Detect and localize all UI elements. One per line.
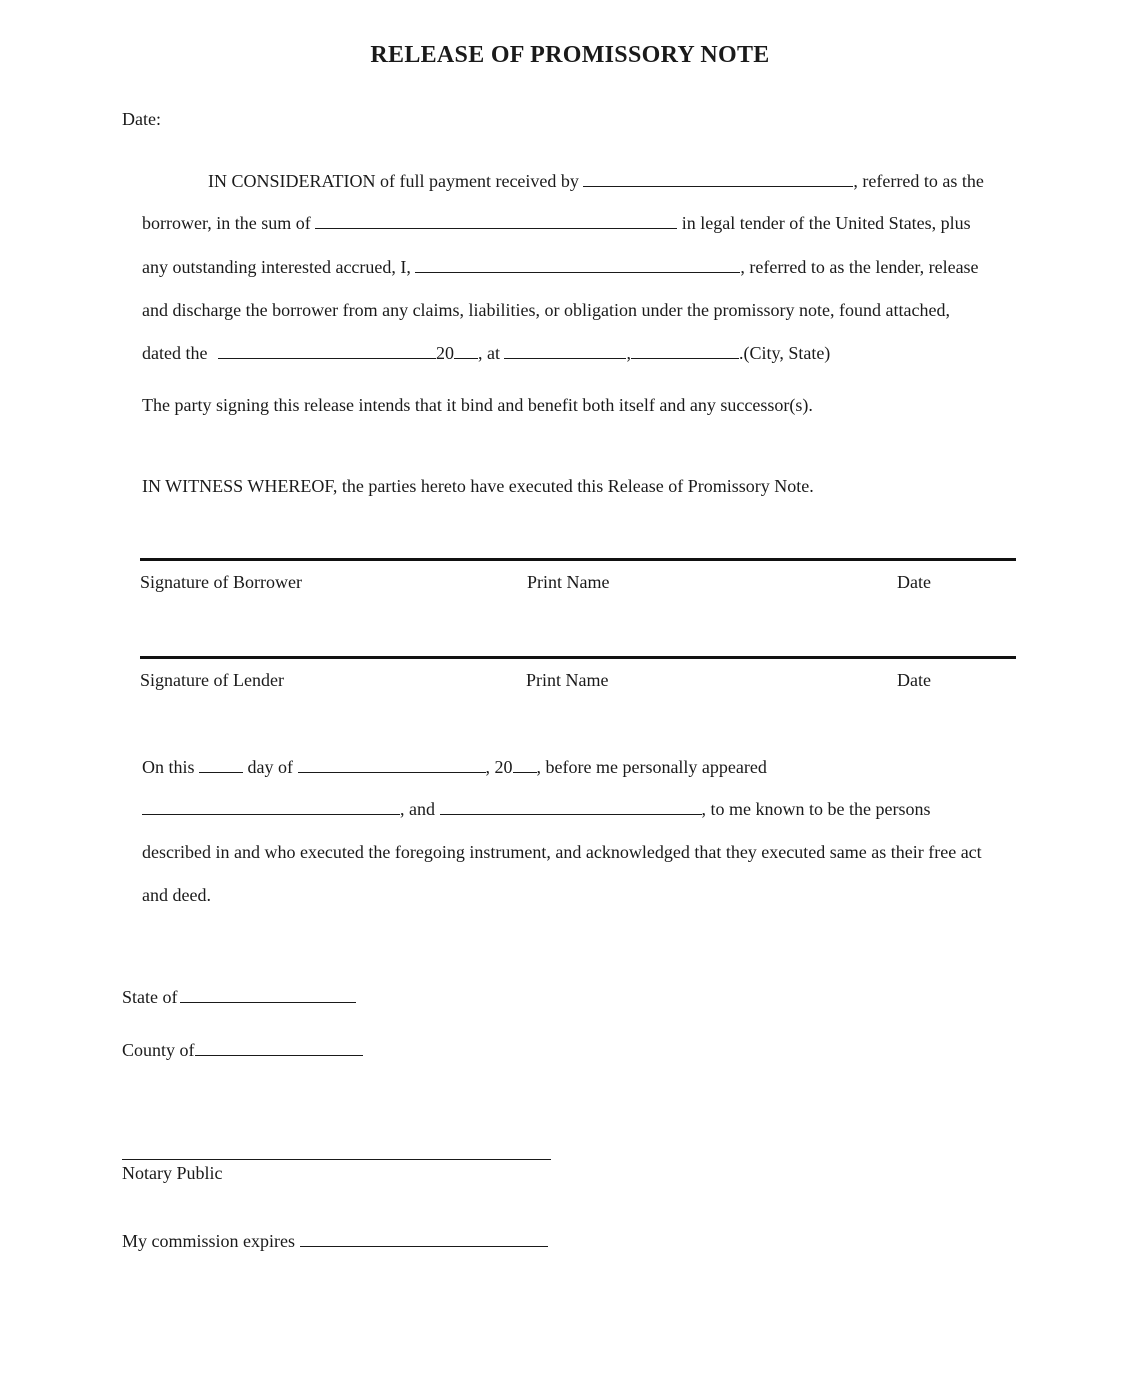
ack-year-field[interactable] (513, 756, 537, 773)
binding-clause: The party signing this release intends that it bind and benefit both itself and any successor(s). (142, 395, 813, 415)
borrower-ref-text: , referred to as the (853, 171, 984, 191)
note-year-field[interactable] (454, 342, 478, 359)
date-label: Date: (122, 109, 161, 129)
ack-month-field[interactable] (298, 756, 486, 773)
at-text: , at (477, 343, 500, 363)
city-state-text: .(City, State) (738, 343, 831, 363)
lender-signature-line[interactable] (140, 656, 1016, 659)
notary-public-label: Notary Public (122, 1163, 223, 1183)
appeared-text: , before me personally appeared (536, 757, 767, 777)
interest-text: any outstanding interested accrued, I, (142, 257, 411, 277)
sum-text: borrower, in the sum of (142, 213, 311, 233)
lender-signature-label: Signature of Lender (140, 670, 284, 690)
legal-tender-text: in legal tender of the United States, plus (681, 213, 971, 233)
county-of-label: County of (122, 1040, 195, 1060)
borrower-print-name-label: Print Name (527, 572, 610, 592)
page-title: RELEASE OF PROMISSORY NOTE (370, 42, 770, 68)
appearer-one-field[interactable] (142, 798, 400, 815)
commission-expires-field[interactable] (300, 1230, 548, 1247)
acknowledgment-line-4: and deed. (142, 885, 211, 905)
state-of-field[interactable] (180, 986, 356, 1003)
year-prefix: 20 (435, 343, 454, 363)
commission-row (122, 1230, 548, 1252)
day-of-text: day of (247, 757, 293, 777)
witness-clause: IN WITNESS WHEREOF, the parties hereto have executed this Release of Promissory Note. (142, 476, 814, 496)
appearer-two-field[interactable] (440, 798, 702, 815)
consideration-line-2 (142, 212, 971, 234)
dated-text: dated the (142, 343, 208, 363)
acknowledgment-line-3: described in and who executed the foregoing instrument, and acknowledged that they executed same as their free act (142, 842, 982, 862)
county-of-row (122, 1039, 363, 1061)
note-date-field[interactable] (218, 342, 436, 359)
consideration-line-4: and discharge the borrower from any claims, liabilities, or obligation under the promissory note, found attached, (142, 300, 950, 320)
consideration-line-1 (208, 170, 984, 192)
sum-amount-field[interactable] (315, 212, 677, 229)
county-of-field[interactable] (195, 1039, 363, 1056)
acknowledgment-line-1 (142, 756, 767, 778)
commission-expires-label: My commission expires (122, 1231, 295, 1251)
consideration-text: IN CONSIDERATION of full payment received by (208, 171, 579, 191)
and-text: , and (400, 799, 435, 819)
consideration-line-5 (142, 342, 830, 364)
borrower-date-label: Date (897, 572, 931, 592)
city-field[interactable] (504, 342, 626, 359)
city-state-comma: , (626, 343, 631, 363)
state-field[interactable] (631, 342, 739, 359)
on-this-text: On this (142, 757, 195, 777)
known-persons-text: , to me known to be the persons (701, 799, 931, 819)
ack-day-field[interactable] (199, 756, 243, 773)
notary-signature-line[interactable] (122, 1159, 551, 1160)
lender-ref-text: , referred to as the lender, release (740, 257, 979, 277)
state-of-label: State of (122, 987, 178, 1007)
lender-print-name-label: Print Name (526, 670, 609, 690)
acknowledgment-line-2 (142, 798, 930, 820)
ack-year-prefix: , 20 (485, 757, 513, 777)
borrower-signature-label: Signature of Borrower (140, 572, 302, 592)
borrower-name-field[interactable] (583, 170, 853, 187)
borrower-signature-line[interactable] (140, 558, 1016, 561)
state-of-row (122, 986, 356, 1008)
lender-name-field[interactable] (415, 256, 740, 273)
consideration-line-3 (142, 256, 979, 278)
lender-date-label: Date (897, 670, 931, 690)
